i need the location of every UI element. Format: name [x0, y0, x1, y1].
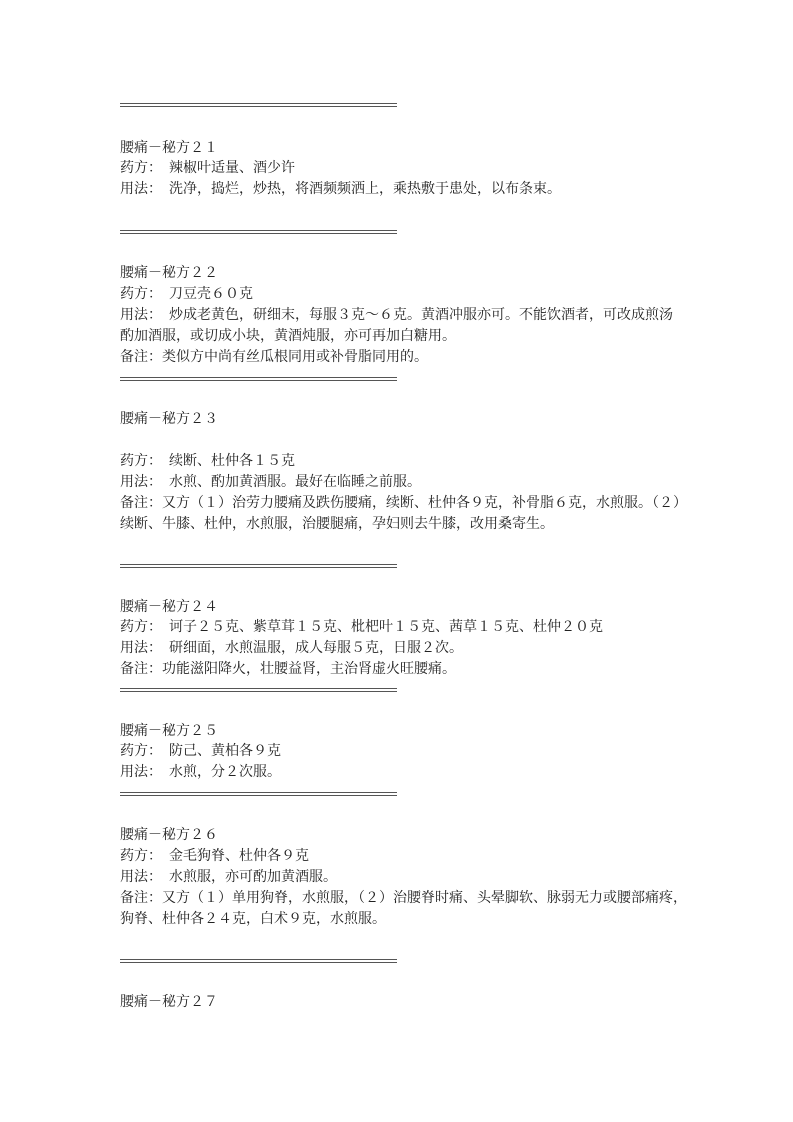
recipe-line: 药方： 金毛狗脊、杜仲各９克: [120, 848, 309, 864]
recipe-line: 药方： 刀豆壳６０克: [120, 286, 253, 302]
separator: [120, 959, 397, 963]
recipe-line: 药方： 防己、黄柏各９克: [120, 743, 281, 759]
recipe-line: 狗脊、杜仲各２４克，白术９克，水煎服。: [120, 911, 386, 927]
recipe-title: 腰痛－秘方２２: [120, 265, 218, 281]
recipe-line: 药方： 辣椒叶适量、酒少许: [120, 160, 295, 176]
recipe-line: 备注：又方（１）治劳力腰痛及跌伤腰痛，续断、杜仲各９克，补骨脂６克，水煎服。（２）: [120, 495, 687, 511]
recipe-title: 腰痛－秘方２４: [120, 599, 218, 615]
recipe-title: 腰痛－秘方２３: [120, 411, 218, 427]
recipe-line: 酌加酒服，或切成小块，黄酒炖服，亦可再加白糖用。: [120, 328, 456, 344]
separator: [120, 688, 397, 692]
recipe-line: 药方： 诃子２５克、紫草茸１５克、枇杷叶１５克、茜草１５克、杜仲２０克: [120, 619, 603, 635]
recipe-line: 用法： 水煎服，亦可酌加黄酒服。: [120, 869, 337, 885]
recipe-line: 用法： 水煎、酌加黄酒服。最好在临睡之前服。: [120, 474, 421, 490]
recipe-line: 用法： 洗净，捣烂，炒热，将酒频频洒上，乘热敷于患处，以布条束。: [120, 181, 561, 197]
separator: [120, 792, 397, 796]
recipe-line: 备注：类似方中尚有丝瓜根同用或补骨脂同用的。: [120, 349, 428, 365]
recipe-line: 用法： 水煎，分２次服。: [120, 764, 281, 780]
recipe-line: 药方： 续断、杜仲各１５克: [120, 453, 295, 469]
recipe-title: 腰痛－秘方２６: [120, 827, 218, 843]
separator: [120, 103, 397, 107]
recipe-line: 用法： 炒成老黄色，研细末，每服３克～６克。黄酒冲服亦可。不能饮酒者，可改成煎汤: [120, 307, 673, 323]
separator: [120, 377, 397, 381]
recipe-line: 续断、牛膝、杜仲，水煎服，治腰腿痛，孕妇则去牛膝，改用桑寄生。: [120, 516, 554, 532]
separator: [120, 564, 397, 568]
separator: [120, 230, 397, 234]
recipe-title: 腰痛－秘方２１: [120, 140, 218, 156]
recipe-line: 备注：又方（１）单用狗脊，水煎服，（２）治腰脊时痛、头晕脚软、脉弱无力或腰部痛疼，: [120, 890, 687, 906]
recipe-title: 腰痛－秘方２７: [120, 994, 218, 1010]
recipe-title: 腰痛－秘方２５: [120, 723, 218, 739]
recipe-line: 用法： 研细面，水煎温服，成人每服５克，日服２次。: [120, 640, 463, 656]
recipe-line: 备注：功能滋阳降火，壮腰益肾，主治肾虚火旺腰痛。: [120, 661, 456, 677]
